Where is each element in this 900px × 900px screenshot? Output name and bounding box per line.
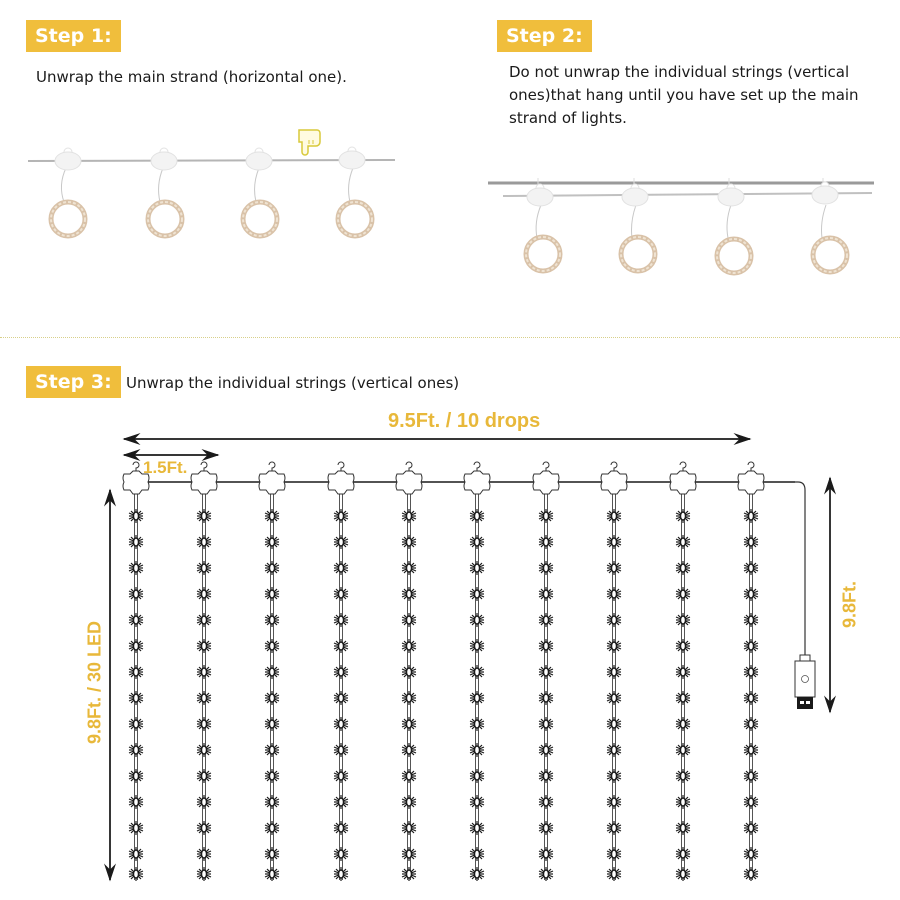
step-3-instruction: Unwrap the individual strings (vertical ones) [126, 374, 460, 392]
step-2-instruction: Do not unwrap the individual strings (vertical ones)that hang until you have set up the main strand of lights. [509, 63, 859, 127]
step-1-instruction: Unwrap the main strand (horizontal one). [36, 68, 347, 86]
step-1-badge: Step 1: [26, 20, 121, 52]
usb-plug-icon [795, 655, 815, 709]
total-width-label: 9.5Ft. / 10 drops [388, 410, 541, 432]
lead-length-label: 9.8Ft. [839, 581, 860, 629]
drop-length-label: 9.8Ft. / 30 LED [84, 620, 105, 745]
step-2-badge: Step 2: [497, 20, 592, 52]
led-drops [123, 462, 764, 881]
step-3-badge: Step 3: [26, 366, 121, 398]
spacing-label: 1.5Ft. [143, 458, 188, 477]
